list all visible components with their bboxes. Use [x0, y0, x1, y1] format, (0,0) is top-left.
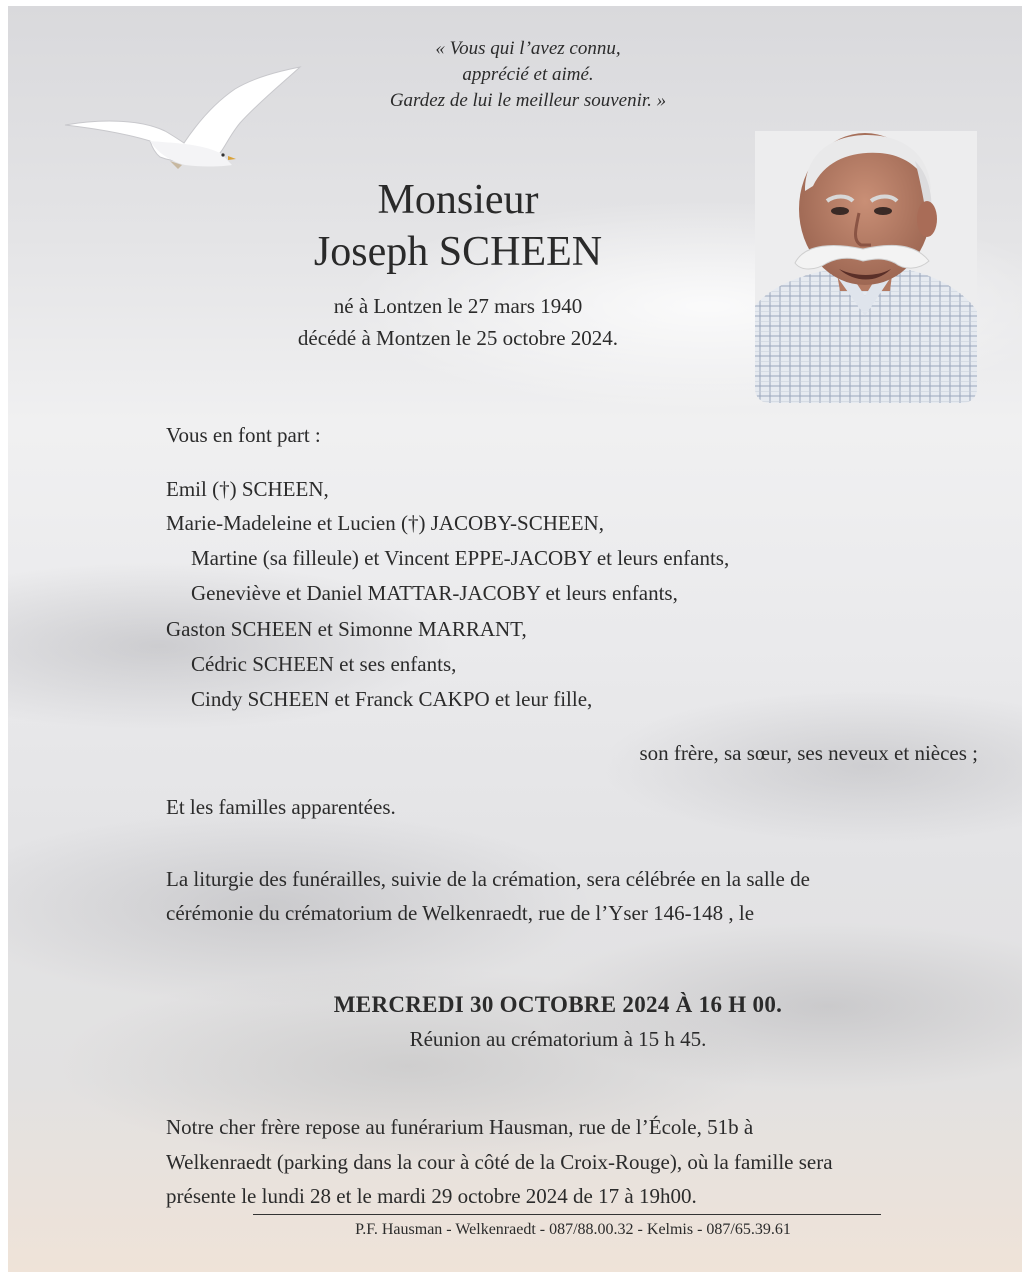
meeting-line: Réunion au crématorium à 15 h 45. — [409, 1027, 707, 1051]
deceased-title — [208, 174, 708, 278]
ceremony-datetime: MERCREDI 30 OCTOBRE 2024 À 16 H 00. — [333, 992, 783, 1017]
quote-line-2: apprécié et aimé. — [462, 64, 594, 85]
visitation-line-1: Notre cher frère repose au funérarium Hausman, rue de l’École, 51b à — [166, 1115, 754, 1139]
family-line-5: Gaston SCHEEN et Simonne MARRANT, — [166, 617, 527, 641]
family-line-1: Emil (†) SCHEEN, — [166, 477, 329, 501]
deceased-name: Joseph SCHEEN — [313, 229, 603, 275]
salutation: Monsieur — [377, 177, 539, 223]
portrait-photo — [755, 131, 977, 403]
obituary-card — [8, 6, 1022, 1272]
family-line-4: Geneviève et Daniel MATTAR-JACOBY et leurs enfants, — [191, 581, 678, 605]
quote-line-3: Gardez de lui le meilleur souvenir. » — [389, 90, 667, 111]
family-line-7: Cindy SCHEEN et Franck CAKPO et leur fille, — [191, 687, 593, 711]
seagull-illustration — [60, 61, 310, 181]
quote-line-1: « Vous qui l’avez connu, — [435, 38, 621, 59]
visitation-line-3: présente le lundi 28 et le mardi 29 octobre 2024 de 17 à 19h00. — [166, 1184, 697, 1208]
birth-line: né à Lontzen le 27 mars 1940 — [333, 294, 583, 318]
death-line: décédé à Montzen le 25 octobre 2024. — [297, 326, 619, 350]
ceremony-line-1: La liturgie des funérailles, suivie de la crémation, sera célébrée en la salle de — [166, 867, 810, 891]
relation-line: son frère, sa sœur, ses neveux et nièces ; — [639, 741, 978, 765]
memorial-quote — [338, 36, 718, 114]
footer-divider — [253, 1214, 881, 1215]
intro-line: Vous en font part : — [166, 423, 321, 447]
visitation-line-2: Welkenraedt (parking dans la cour à côté de la Croix-Rouge), où la famille sera — [166, 1150, 833, 1174]
family-line-2: Marie-Madeleine et Lucien (†) JACOBY-SCHEEN, — [166, 511, 604, 535]
family-line-6: Cédric SCHEEN et ses enfants, — [191, 652, 457, 676]
ceremony-line-2: cérémonie du crématorium de Welkenraedt, rue de l’Yser 146-148 , le — [166, 901, 755, 925]
funeral-home-contact: P.F. Hausman - Welkenraedt - 087/88.00.32 - Kelmis - 087/65.39.61 — [355, 1221, 791, 1238]
life-dates — [208, 290, 708, 354]
family-line-3: Martine (sa filleule) et Vincent EPPE-JACOBY et leurs enfants, — [191, 546, 730, 570]
extended-family-line: Et les familles apparentées. — [166, 795, 396, 819]
